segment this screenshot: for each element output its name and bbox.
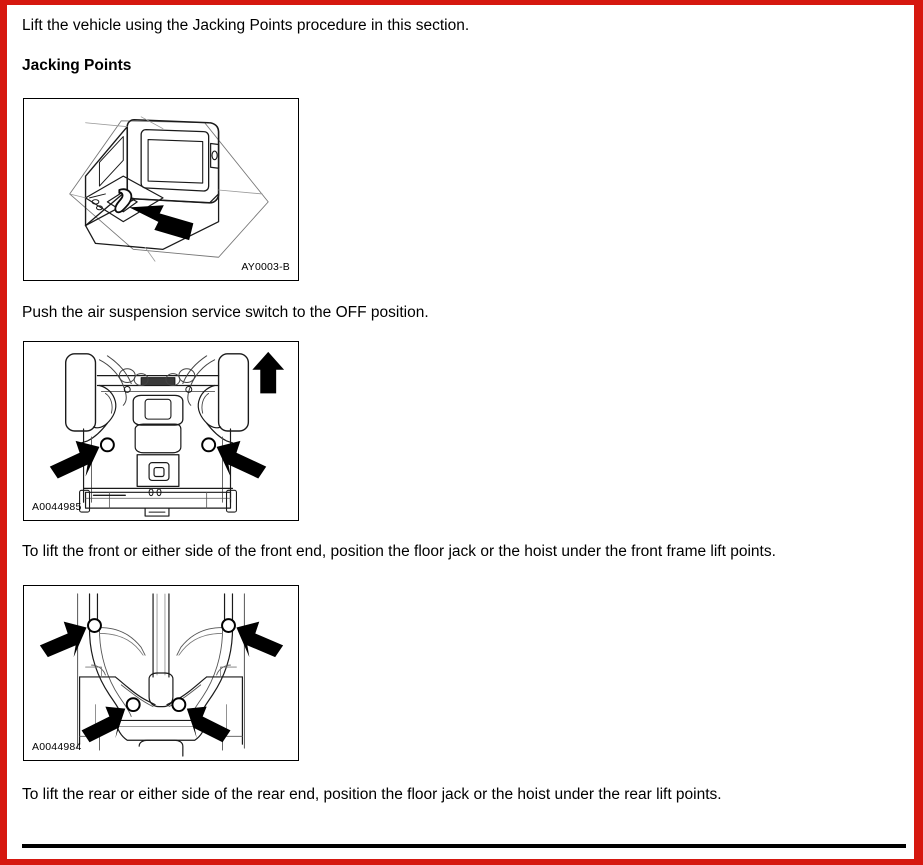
- figure-air-suspension-switch: [23, 98, 299, 281]
- lift-point-marker-front-left: [88, 619, 101, 632]
- lift-point-marker-rear-right: [172, 698, 185, 711]
- pointer-arrow-front-left-icon: [40, 622, 87, 658]
- figure-code-label: A0044984: [32, 741, 82, 753]
- lift-point-marker-left: [101, 438, 114, 451]
- pointer-arrow-rear-right-icon: [187, 707, 231, 743]
- pointer-arrow-icon: [131, 206, 193, 240]
- pointer-arrow-front-right-icon: [236, 622, 283, 658]
- figure-rear-lift-points: [23, 585, 299, 761]
- lift-point-marker-front-right: [222, 619, 235, 632]
- figure-air-suspension-switch-drawing: [24, 99, 298, 280]
- figure-front-frame-lift-points-drawing: [24, 342, 298, 520]
- up-arrow-icon: [252, 352, 284, 394]
- pointer-arrow-left-icon: [50, 441, 100, 479]
- pointer-arrow-right-icon: [217, 441, 267, 479]
- figure-front-frame-lift-points: [23, 341, 299, 521]
- pointer-arrow-rear-left-icon: [82, 707, 126, 743]
- section-heading-jacking-points: Jacking Points: [22, 57, 132, 74]
- figure-rear-lift-points-drawing: [24, 586, 298, 760]
- intro-paragraph: Lift the vehicle using the Jacking Points procedure in this section.: [22, 17, 470, 34]
- lift-point-marker-rear-left: [127, 698, 140, 711]
- bottom-divider: [22, 844, 906, 848]
- paragraph-air-suspension-switch: Push the air suspension service switch to the OFF position.: [22, 304, 429, 321]
- page-content-area: [7, 5, 914, 859]
- paragraph-front-lift-points: To lift the front or either side of the front end, position the floor jack or the hoist under the front frame lift points.: [22, 543, 776, 560]
- figure-code-label: AY0003-B: [241, 261, 290, 273]
- lift-point-marker-right: [202, 438, 215, 451]
- figure-code-label: A0044985: [32, 501, 82, 513]
- paragraph-rear-lift-points: To lift the rear or either side of the rear end, position the floor jack or the hoist under the rear lift points.: [22, 786, 722, 803]
